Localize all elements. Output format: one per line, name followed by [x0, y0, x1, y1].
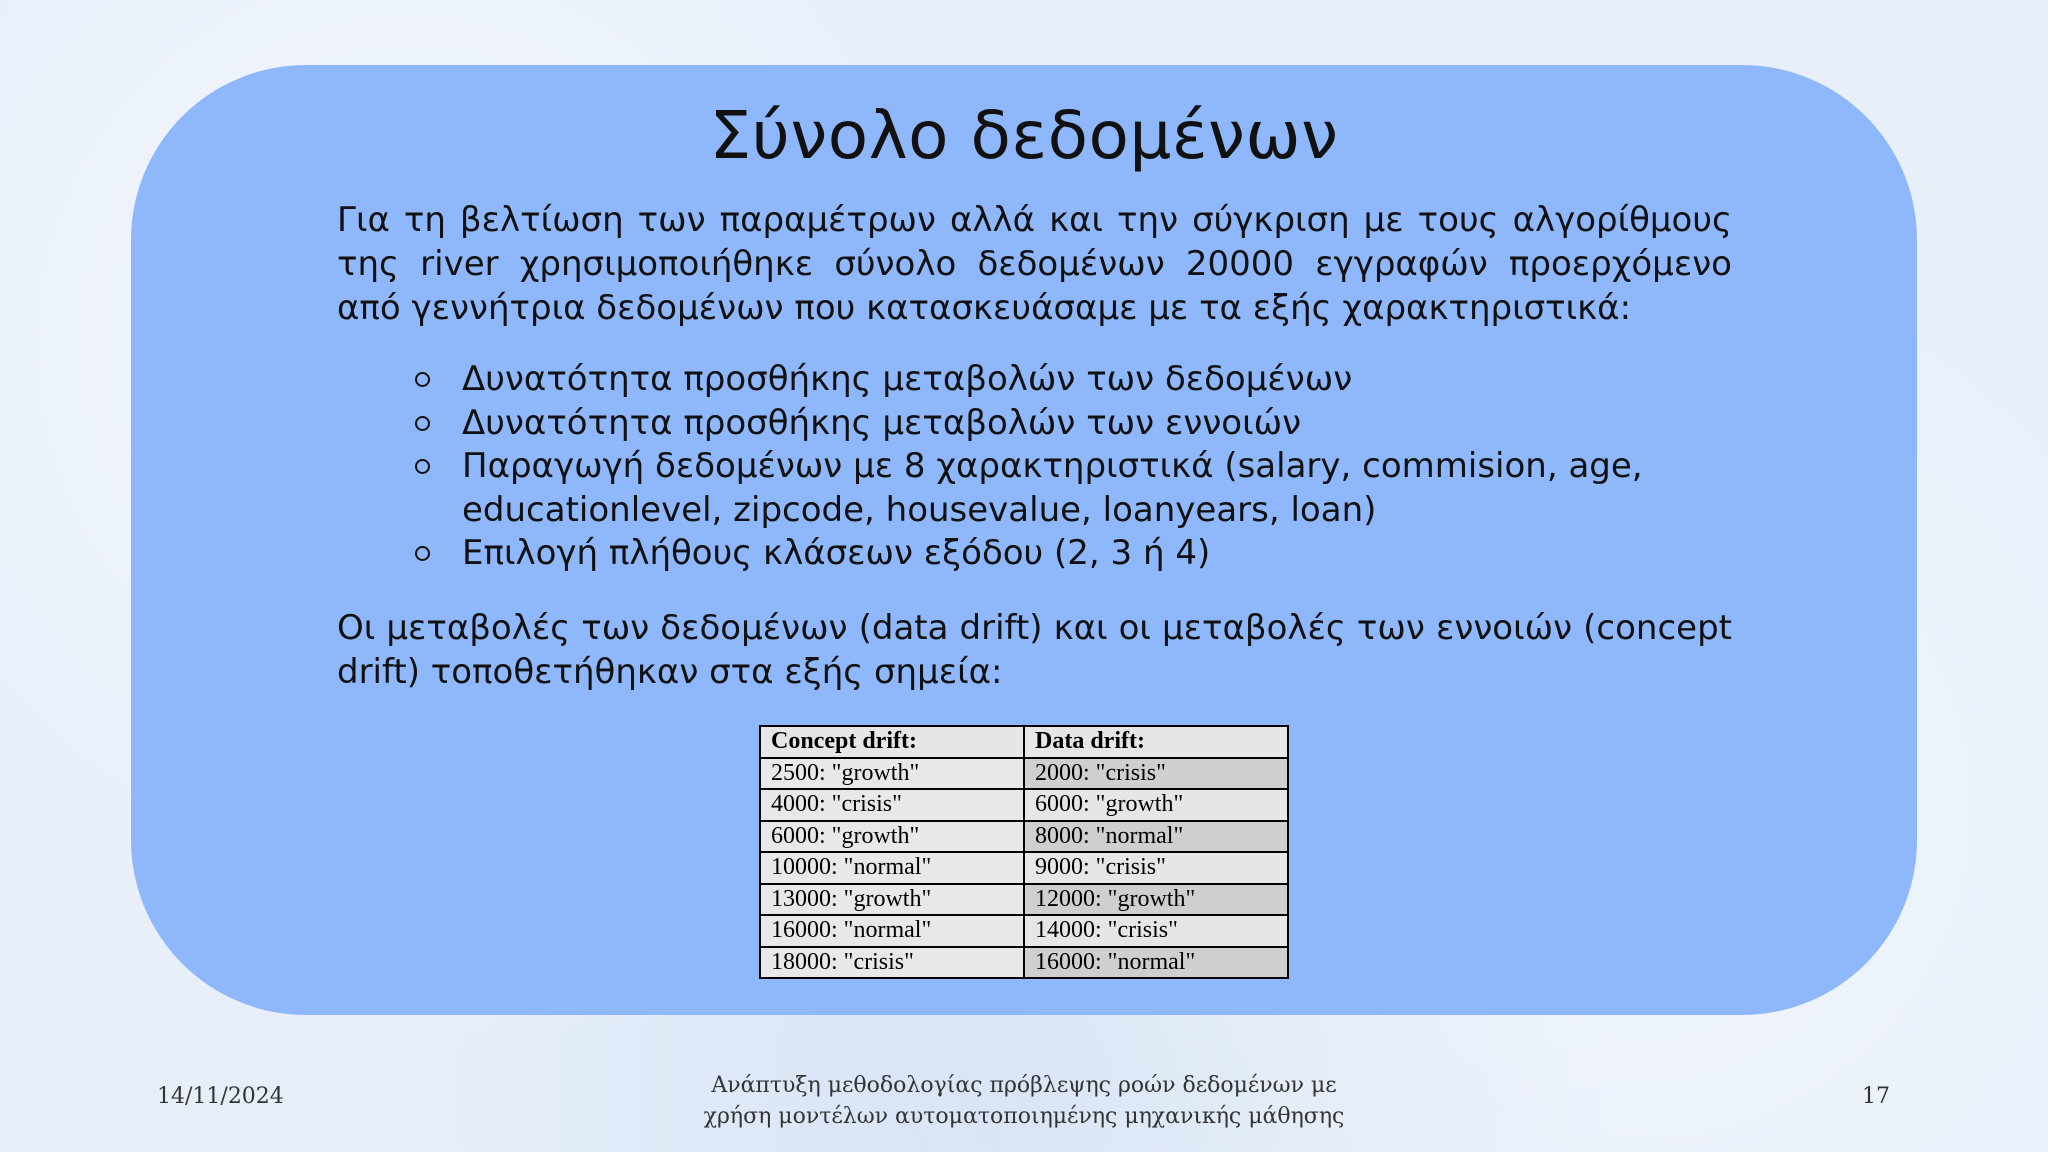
list-item-text: Παραγωγή δεδομένων με 8 χαρακτηριστικά (salary, commision, age, educationlevel, zipcode, housevalue, loanyears, loan)	[462, 446, 1643, 530]
hollow-circle-bullet-icon	[415, 459, 430, 474]
table-header-row	[760, 726, 1288, 758]
table-row	[760, 915, 1288, 947]
hollow-circle-bullet-icon	[415, 372, 430, 387]
concept-drift-cell: 6000: "growth"	[760, 821, 1024, 853]
list-item-text: Επιλογή πλήθους κλάσεων εξόδου (2, 3 ή 4)	[462, 533, 1211, 573]
concept-drift-cell: 4000: "crisis"	[760, 789, 1024, 821]
concept-drift-cell: 10000: "normal"	[760, 852, 1024, 884]
data-drift-cell: 2000: "crisis"	[1024, 758, 1288, 790]
data-drift-cell: 8000: "normal"	[1024, 821, 1288, 853]
concept-drift-cell: 16000: "normal"	[760, 915, 1024, 947]
concept-drift-cell: 13000: "growth"	[760, 884, 1024, 916]
table-row	[760, 947, 1288, 979]
drift-points-table	[759, 725, 1289, 979]
footer-title-line: χρήση μοντέλων αυτοματοποιημένης μηχανικής μάθησης	[703, 1104, 1345, 1129]
list-item	[337, 402, 1732, 446]
list-item-text: Δυνατότητα προσθήκης μεταβολών των δεδομένων	[462, 359, 1353, 399]
slide-number: 17	[1862, 1084, 1890, 1109]
intro-paragraph: Για τη βελτίωση των παραμέτρων αλλά και την σύγκριση με τους αλγορίθμους της river χρησιμοποιήθηκε σύνολο δεδομένων 20000 εγγραφών προερχόμενο από γεννήτρια δεδομένων που κατασκευάσαμε με τα εξής χαρακτηριστικά:	[337, 200, 1732, 328]
header-data-drift: Data drift:	[1024, 726, 1288, 758]
table-row	[760, 852, 1288, 884]
footer-presentation-title	[624, 1070, 1424, 1132]
slide-title: Σύνολο δεδομένων	[709, 97, 1339, 174]
hollow-circle-bullet-icon	[415, 416, 430, 431]
list-item-text: Δυνατότητα προσθήκης μεταβολών των εννοιών	[462, 402, 1302, 443]
data-drift-cell: 6000: "growth"	[1024, 789, 1288, 821]
table-row	[760, 884, 1288, 916]
data-drift-cell: 9000: "crisis"	[1024, 852, 1288, 884]
drift-paragraph: Οι μεταβολές των δεδομένων (data drift) και οι μεταβολές των εννοιών (concept drift) τοποθετήθηκαν στα εξής σημεία:	[337, 608, 1732, 692]
footer-title-line: Ανάπτυξη μεθοδολογίας πρόβλεψης ροών δεδομένων με	[711, 1073, 1337, 1098]
hollow-circle-bullet-icon	[415, 546, 430, 561]
table-row	[760, 758, 1288, 790]
table-row	[760, 821, 1288, 853]
data-drift-cell: 14000: "crisis"	[1024, 915, 1288, 947]
data-drift-cell: 16000: "normal"	[1024, 947, 1288, 979]
data-drift-cell: 12000: "growth"	[1024, 884, 1288, 916]
footer-date: 14/11/2024	[157, 1084, 284, 1109]
concept-drift-cell: 18000: "crisis"	[760, 947, 1024, 979]
header-concept-drift: Concept drift:	[760, 726, 1024, 758]
table-row	[760, 789, 1288, 821]
feature-list	[337, 358, 1732, 576]
list-item	[337, 532, 1732, 576]
concept-drift-cell: 2500: "growth"	[760, 758, 1024, 790]
list-item	[337, 445, 1732, 532]
list-item	[337, 358, 1732, 402]
